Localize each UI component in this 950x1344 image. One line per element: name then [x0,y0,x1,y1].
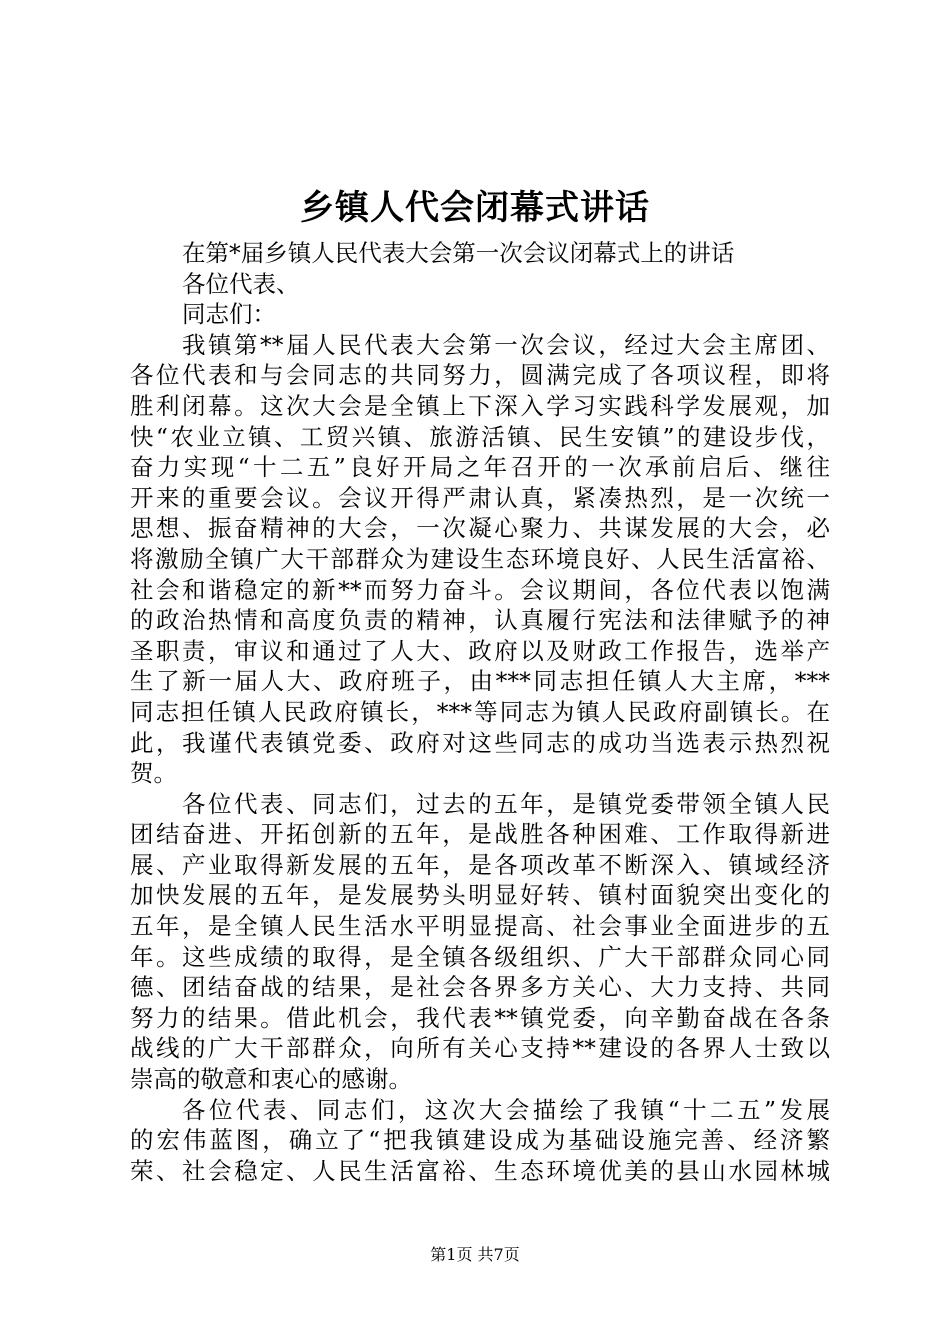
body-line: 胜利闭幕。这次大会是全镇上下深入学习实践科学发展观，加 [130,391,830,420]
body-line: 荣、社会稳定、人民生活富裕、生态环境优美的县山水园林城 [130,1156,830,1185]
body-line: 五年，是全镇人民生活水平明显提高、社会事业全面进步的五 [130,912,830,941]
body-line: 德、团结奋战的结果，是社会各界多方关心、大力支持、共同 [130,973,830,1002]
body-line: 贺。 [130,759,177,788]
body-line: 战线的广大干部群众，向所有关心支持**建设的各界人士致以 [130,1034,830,1063]
body-line: 圣职责，审议和通过了人大、政府以及财政工作报告，选举产 [130,636,830,665]
body-line: 奋力实现“十二五”良好开局之年召开的一次承前启后、继往 [130,453,830,482]
body-line: 在第*届乡镇人民代表大会第一次会议闭幕式上的讲话 [182,239,735,267]
body-line: 将激励全镇广大干部群众为建设生态环境良好、人民生活富裕、 [130,544,830,573]
body-line: 开来的重要会议。会议开得严肃认真，紧凑热烈，是一次统一 [130,483,830,512]
body-line: 同志担任镇人民政府镇长，***等同志为镇人民政府副镇长。在 [130,697,830,726]
body-line: 同志们： [182,300,276,329]
body-line: 快“农业立镇、工贸兴镇、旅游活镇、民生安镇”的建设步伐， [130,422,830,451]
body-line: 各位代表和与会同志的共同努力，圆满完成了各项议程，即将 [130,361,830,390]
body-line: 我镇第**届人民代表大会第一次会议，经过大会主席团、 [182,330,830,359]
body-line: 的政治热情和高度负责的精神，认真履行宪法和法律赋予的神 [130,606,830,635]
body-line: 展、产业取得新发展的五年，是各项改革不断深入、镇域经济 [130,850,830,879]
body-line: 团结奋进、开拓创新的五年，是战胜各种困难、工作取得新进 [130,820,830,849]
body-line: 的宏伟蓝图，确立了“把我镇建设成为基础设施完善、经济繁 [130,1126,830,1155]
body-line: 加快发展的五年，是发展势头明显好转、镇村面貌突出变化的 [130,881,830,910]
body-line: 各位代表、同志们，这次大会描绘了我镇“十二五”发展 [182,1095,830,1124]
document-body [130,238,830,1186]
body-line: 生了新一届人大、政府班子，由***同志担任镇人大主席，*** [130,667,830,696]
body-line: 努力的结果。借此机会，我代表**镇党委，向辛勤奋战在各条 [130,1003,830,1032]
body-line: 思想、振奋精神的大会，一次凝心聚力、共谋发展的大会，必 [130,514,830,543]
body-line: 各位代表、同志们，过去的五年，是镇党委带领全镇人民 [182,789,830,818]
body-line: 社会和谐稳定的新**而努力奋斗。会议期间，各位代表以饱满 [130,575,830,604]
body-line: 各位代表、 [182,269,300,298]
page-footer: 第1页 共7页 [430,1245,520,1264]
body-line: 年。这些成绩的取得，是全镇各级组织、广大干部群众同心同 [130,942,830,971]
body-line: 此，我谨代表镇党委、政府对这些同志的成功当选表示热烈祝 [130,728,830,757]
body-line: 崇高的敬意和衷心的感谢。 [130,1065,412,1094]
document-title: 乡镇人代会闭幕式讲话 [300,188,650,228]
